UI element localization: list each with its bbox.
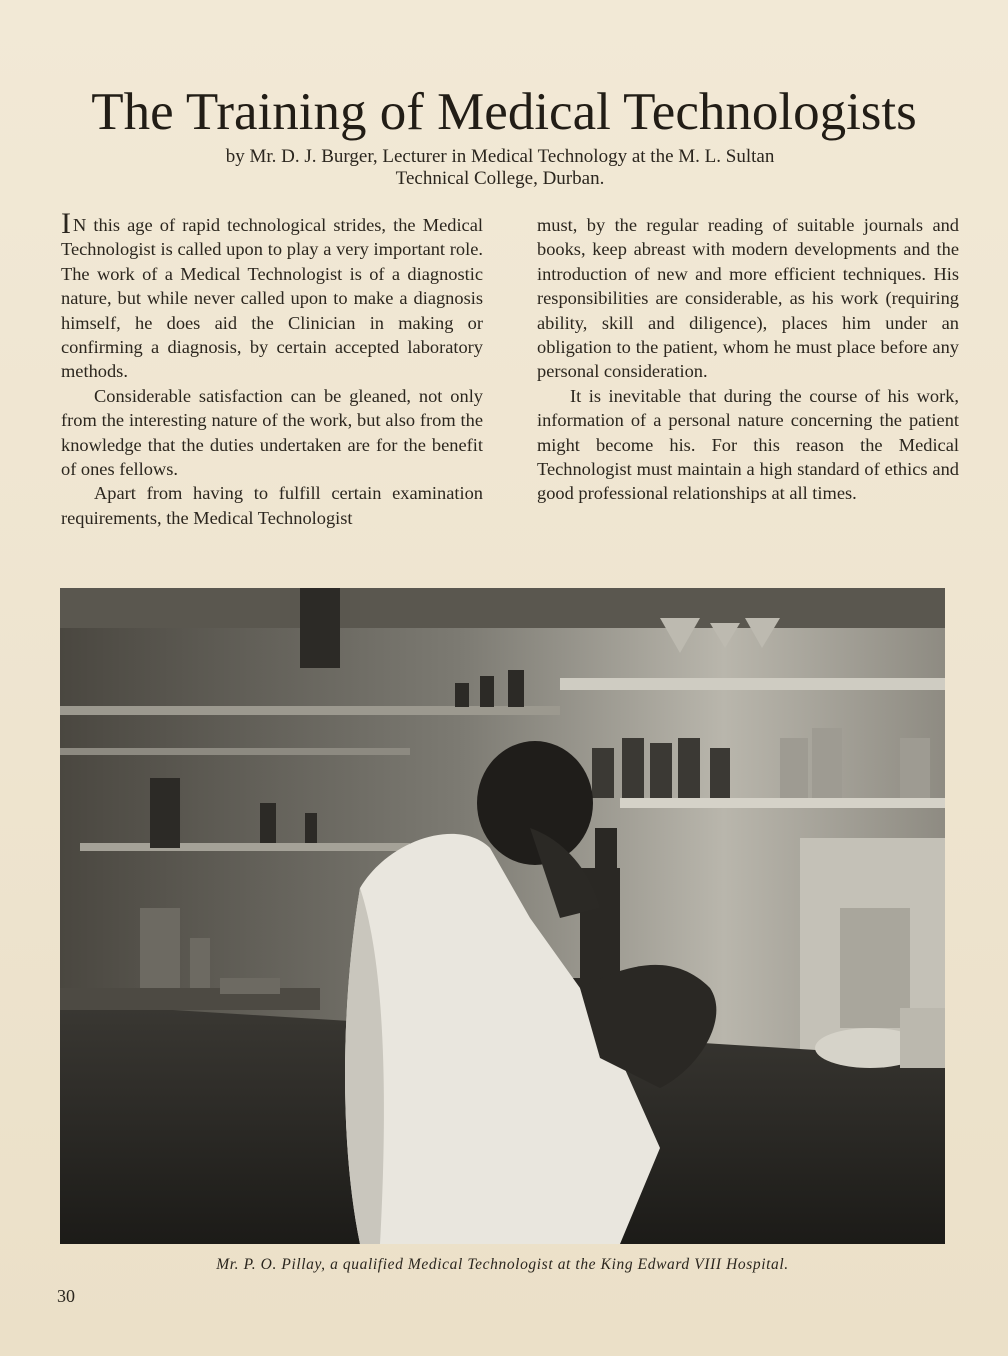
paragraph-2: Considerable satisfaction can be gleaned, not only from the interesting nature of the work, but also from the knowledge that the duties undertaken are for the benefit of ones fellows. <box>61 385 483 480</box>
left-column <box>61 207 483 530</box>
byline <box>150 146 850 190</box>
article-title: The Training of Medical Technologists <box>91 83 917 141</box>
byline-line-2: Technical College, Durban. <box>395 168 605 189</box>
photo-caption: Mr. P. O. Pillay, a qualified Medical Technologist at the King Edward VIII Hospital. <box>216 1256 789 1273</box>
page-number: 30 <box>57 1286 75 1306</box>
paragraph-1 <box>61 207 483 384</box>
paragraph-4: must, by the regular reading of suitable journals and books, keep abreast with modern developments and the introduction of new and more efficient techniques. His responsibilities are considerable, as his work (requiring ability, skill and diligence), places him under an obligation to the patient, whom he must place before any personal consideration. <box>537 215 959 382</box>
drop-cap: I <box>61 207 71 240</box>
byline-line-1: by Mr. D. J. Burger, Lecturer in Medical Technology at the M. L. Sultan <box>225 146 775 167</box>
paragraph-5: It is inevitable that during the course of his work, information of a personal nature concerning the patient might become his. For this reason the Medical Technologist must maintain a high standard of ethics and good professional relationships at all times. <box>537 385 959 504</box>
paragraph-3: Apart from having to fulfill certain examination requirements, the Medical Technologist <box>61 483 483 528</box>
right-column <box>537 213 959 506</box>
paragraph-1-text: N this age of rapid technological strides, the Medical Technologist is called upon to play a very important role. The work of a Medical Technologist is of a diagnostic nature, but while never called upon to make a diagnosis himself, he does aid the Clinician in making or confirming a diagnosis, by certain accepted laboratory methods. <box>61 215 483 382</box>
lab-photograph <box>60 588 945 1244</box>
